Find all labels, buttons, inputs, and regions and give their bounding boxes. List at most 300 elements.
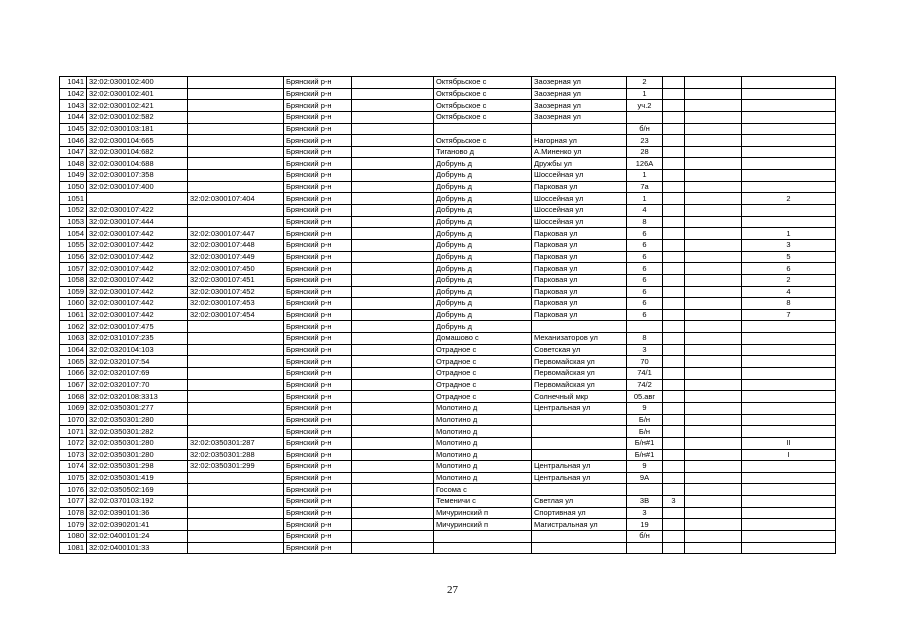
cadastral-number-cell: 32:02:0300107:475 <box>87 321 188 333</box>
house-number-cell: 8 <box>627 333 663 345</box>
cadastral-number-cell: 32:02:0300102:401 <box>87 88 188 100</box>
blank-column-2-cell <box>685 484 742 496</box>
blank-column-2-cell <box>685 379 742 391</box>
street-cell: Парковая ул <box>532 239 627 251</box>
apartment-number-cell <box>742 344 836 356</box>
apartment-number-cell: II <box>742 437 836 449</box>
house-number-cell: 70 <box>627 356 663 368</box>
building-number-cell <box>663 193 685 205</box>
apartment-number-cell <box>742 414 836 426</box>
house-number-cell: 3 <box>627 507 663 519</box>
building-number-cell <box>663 123 685 135</box>
locality-cell: Отрадное с <box>434 391 532 403</box>
sub-cadastral-number-cell <box>188 321 284 333</box>
house-number-cell: 1 <box>627 88 663 100</box>
building-number-cell <box>663 449 685 461</box>
street-cell: Парковая ул <box>532 298 627 310</box>
cadastral-number-cell: 32:02:0350301:280 <box>87 414 188 426</box>
blank-column-cell <box>352 205 434 217</box>
sub-cadastral-number-cell: 32:02:0300107:452 <box>188 286 284 298</box>
house-number-cell: 6 <box>627 251 663 263</box>
district-cell: Брянский р-н <box>284 100 352 112</box>
apartment-number-cell: 4 <box>742 286 836 298</box>
cadastral-number-cell: 32:02:0300107:442 <box>87 251 188 263</box>
apartment-number-cell: 1 <box>742 228 836 240</box>
blank-column-2-cell <box>685 519 742 531</box>
apartment-number-cell <box>742 100 836 112</box>
apartment-number-cell <box>742 496 836 508</box>
blank-column-2-cell <box>685 228 742 240</box>
house-number-cell: уч.2 <box>627 100 663 112</box>
table-row <box>60 239 836 251</box>
street-cell: Шоссейная ул <box>532 193 627 205</box>
blank-column-cell <box>352 228 434 240</box>
blank-column-cell <box>352 170 434 182</box>
row-number-cell: 1058 <box>60 274 87 286</box>
district-cell: Брянский р-н <box>284 449 352 461</box>
table-row <box>60 298 836 310</box>
blank-column-cell <box>352 356 434 368</box>
district-cell: Брянский р-н <box>284 77 352 89</box>
apartment-number-cell <box>742 333 836 345</box>
table-row <box>60 484 836 496</box>
sub-cadastral-number-cell: 32:02:0350301:287 <box>188 437 284 449</box>
row-number-cell: 1081 <box>60 542 87 554</box>
street-cell <box>532 426 627 438</box>
sub-cadastral-number-cell: 32:02:0350301:288 <box>188 449 284 461</box>
blank-column-cell <box>352 496 434 508</box>
cadastral-number-cell: 32:02:0390101:36 <box>87 507 188 519</box>
street-cell: А.Миненко ул <box>532 146 627 158</box>
blank-column-2-cell <box>685 507 742 519</box>
row-number-cell: 1065 <box>60 356 87 368</box>
sub-cadastral-number-cell: 32:02:0300107:453 <box>188 298 284 310</box>
street-cell: Шоссейная ул <box>532 216 627 228</box>
table-row <box>60 146 836 158</box>
blank-column-cell <box>352 193 434 205</box>
cadastral-number-cell: 32:02:0320108:3313 <box>87 391 188 403</box>
apartment-number-cell <box>742 88 836 100</box>
house-number-cell: 6 <box>627 239 663 251</box>
locality-cell: Добрунь д <box>434 158 532 170</box>
table-row <box>60 193 836 205</box>
blank-column-2-cell <box>685 321 742 333</box>
street-cell: Магистральная ул <box>532 519 627 531</box>
table-row <box>60 379 836 391</box>
locality-cell: Теменичи с <box>434 496 532 508</box>
street-cell: Дружбы ул <box>532 158 627 170</box>
apartment-number-cell <box>742 507 836 519</box>
table-row <box>60 356 836 368</box>
row-number-cell: 1060 <box>60 298 87 310</box>
table-row <box>60 274 836 286</box>
street-cell: Советская ул <box>532 344 627 356</box>
building-number-cell <box>663 507 685 519</box>
district-cell: Брянский р-н <box>284 274 352 286</box>
blank-column-2-cell <box>685 216 742 228</box>
table-row <box>60 158 836 170</box>
blank-column-2-cell <box>685 111 742 123</box>
street-cell: Механизаторов ул <box>532 333 627 345</box>
table-row <box>60 228 836 240</box>
apartment-number-cell <box>742 391 836 403</box>
row-number-cell: 1067 <box>60 379 87 391</box>
row-number-cell: 1064 <box>60 344 87 356</box>
sub-cadastral-number-cell <box>188 135 284 147</box>
blank-column-2-cell <box>685 496 742 508</box>
sub-cadastral-number-cell <box>188 158 284 170</box>
blank-column-cell <box>352 402 434 414</box>
district-cell: Брянский р-н <box>284 391 352 403</box>
house-number-cell: Б/н <box>627 426 663 438</box>
district-cell: Брянский р-н <box>284 251 352 263</box>
blank-column-cell <box>352 274 434 286</box>
locality-cell: Добрунь д <box>434 205 532 217</box>
locality-cell: Отрадное с <box>434 356 532 368</box>
blank-column-cell <box>352 484 434 496</box>
sub-cadastral-number-cell <box>188 88 284 100</box>
blank-column-cell <box>352 216 434 228</box>
row-number-cell: 1057 <box>60 263 87 275</box>
apartment-number-cell <box>742 146 836 158</box>
table-row <box>60 100 836 112</box>
building-number-cell <box>663 344 685 356</box>
cadastral-number-cell: 32:02:0350301:419 <box>87 472 188 484</box>
row-number-cell: 1047 <box>60 146 87 158</box>
blank-column-cell <box>352 135 434 147</box>
apartment-number-cell: 2 <box>742 274 836 286</box>
sub-cadastral-number-cell <box>188 333 284 345</box>
apartment-number-cell <box>742 356 836 368</box>
locality-cell <box>434 123 532 135</box>
table-row <box>60 461 836 473</box>
apartment-number-cell <box>742 111 836 123</box>
blank-column-2-cell <box>685 158 742 170</box>
house-number-cell: 7а <box>627 181 663 193</box>
blank-column-2-cell <box>685 530 742 542</box>
district-cell: Брянский р-н <box>284 368 352 380</box>
blank-column-2-cell <box>685 542 742 554</box>
cadastral-number-cell: 32:02:0400101:24 <box>87 530 188 542</box>
house-number-cell: 6 <box>627 286 663 298</box>
blank-column-2-cell <box>685 437 742 449</box>
row-number-cell: 1045 <box>60 123 87 135</box>
district-cell: Брянский р-н <box>284 321 352 333</box>
blank-column-2-cell <box>685 344 742 356</box>
building-number-cell <box>663 298 685 310</box>
building-number-cell <box>663 542 685 554</box>
locality-cell: Добрунь д <box>434 228 532 240</box>
locality-cell <box>434 530 532 542</box>
locality-cell: Молотино д <box>434 402 532 414</box>
blank-column-cell <box>352 333 434 345</box>
blank-column-cell <box>352 88 434 100</box>
locality-cell: Молотино д <box>434 461 532 473</box>
street-cell: Парковая ул <box>532 286 627 298</box>
apartment-number-cell <box>742 368 836 380</box>
table-row <box>60 496 836 508</box>
house-number-cell: 9А <box>627 472 663 484</box>
locality-cell: Добрунь д <box>434 274 532 286</box>
building-number-cell <box>663 519 685 531</box>
sub-cadastral-number-cell <box>188 426 284 438</box>
cadastral-number-cell: 32:02:0400101:33 <box>87 542 188 554</box>
district-cell: Брянский р-н <box>284 379 352 391</box>
locality-cell: Октябрьское с <box>434 135 532 147</box>
row-number-cell: 1043 <box>60 100 87 112</box>
district-cell: Брянский р-н <box>284 426 352 438</box>
district-cell: Брянский р-н <box>284 181 352 193</box>
blank-column-2-cell <box>685 135 742 147</box>
street-cell: Первомайская ул <box>532 379 627 391</box>
row-number-cell: 1078 <box>60 507 87 519</box>
street-cell <box>532 449 627 461</box>
table-body <box>60 77 836 554</box>
locality-cell: Мичуринский п <box>434 519 532 531</box>
street-cell: Шоссейная ул <box>532 170 627 182</box>
street-cell <box>532 484 627 496</box>
apartment-number-cell <box>742 461 836 473</box>
apartment-number-cell <box>742 402 836 414</box>
district-cell: Брянский р-н <box>284 298 352 310</box>
sub-cadastral-number-cell <box>188 123 284 135</box>
district-cell: Брянский р-н <box>284 146 352 158</box>
locality-cell: Мичуринский п <box>434 507 532 519</box>
row-number-cell: 1063 <box>60 333 87 345</box>
house-number-cell: Б/н#1 <box>627 449 663 461</box>
street-cell: Заозерная ул <box>532 111 627 123</box>
house-number-cell: 2 <box>627 77 663 89</box>
locality-cell: Отрадное с <box>434 368 532 380</box>
district-cell: Брянский р-н <box>284 437 352 449</box>
cadastral-number-cell: 32:02:0350301:280 <box>87 437 188 449</box>
district-cell: Брянский р-н <box>284 263 352 275</box>
blank-column-2-cell <box>685 88 742 100</box>
district-cell: Брянский р-н <box>284 286 352 298</box>
sub-cadastral-number-cell <box>188 344 284 356</box>
cadastral-number-cell: 32:02:0300107:442 <box>87 274 188 286</box>
house-number-cell: 4 <box>627 205 663 217</box>
cadastral-number-cell <box>87 193 188 205</box>
row-number-cell: 1050 <box>60 181 87 193</box>
locality-cell: Октябрьское с <box>434 111 532 123</box>
street-cell <box>532 414 627 426</box>
table-row <box>60 333 836 345</box>
house-number-cell: 1 <box>627 170 663 182</box>
apartment-number-cell <box>742 426 836 438</box>
building-number-cell <box>663 216 685 228</box>
house-number-cell: 126А <box>627 158 663 170</box>
cadastral-number-cell: 32:02:0300107:442 <box>87 298 188 310</box>
blank-column-2-cell <box>685 402 742 414</box>
blank-column-2-cell <box>685 333 742 345</box>
locality-cell: Молотино д <box>434 414 532 426</box>
district-cell: Брянский р-н <box>284 402 352 414</box>
sub-cadastral-number-cell: 32:02:0300107:404 <box>188 193 284 205</box>
table-row <box>60 542 836 554</box>
apartment-number-cell <box>742 379 836 391</box>
table-row <box>60 216 836 228</box>
cadastral-number-cell: 32:02:0350301:280 <box>87 449 188 461</box>
blank-column-2-cell <box>685 356 742 368</box>
sub-cadastral-number-cell <box>188 391 284 403</box>
apartment-number-cell: 5 <box>742 251 836 263</box>
blank-column-2-cell <box>685 239 742 251</box>
apartment-number-cell <box>742 530 836 542</box>
street-cell: Парковая ул <box>532 274 627 286</box>
table-row <box>60 181 836 193</box>
apartment-number-cell <box>742 181 836 193</box>
street-cell <box>532 321 627 333</box>
blank-column-cell <box>352 542 434 554</box>
cadastral-number-cell: 32:02:0300104:688 <box>87 158 188 170</box>
street-cell: Центральная ул <box>532 461 627 473</box>
apartment-number-cell <box>742 472 836 484</box>
cadastral-number-cell: 32:02:0320107:54 <box>87 356 188 368</box>
building-number-cell <box>663 239 685 251</box>
sub-cadastral-number-cell <box>188 379 284 391</box>
house-number-cell: б/н <box>627 530 663 542</box>
building-number-cell <box>663 263 685 275</box>
building-number-cell <box>663 170 685 182</box>
table-row <box>60 472 836 484</box>
blank-column-cell <box>352 519 434 531</box>
blank-column-2-cell <box>685 181 742 193</box>
building-number-cell <box>663 146 685 158</box>
sub-cadastral-number-cell <box>188 356 284 368</box>
blank-column-2-cell <box>685 461 742 473</box>
district-cell: Брянский р-н <box>284 461 352 473</box>
blank-column-cell <box>352 286 434 298</box>
apartment-number-cell <box>742 158 836 170</box>
row-number-cell: 1079 <box>60 519 87 531</box>
row-number-cell: 1076 <box>60 484 87 496</box>
building-number-cell <box>663 251 685 263</box>
apartment-number-cell: 7 <box>742 309 836 321</box>
row-number-cell: 1071 <box>60 426 87 438</box>
sub-cadastral-number-cell <box>188 111 284 123</box>
building-number-cell <box>663 111 685 123</box>
house-number-cell: 19 <box>627 519 663 531</box>
street-cell <box>532 437 627 449</box>
locality-cell: Добрунь д <box>434 321 532 333</box>
sub-cadastral-number-cell <box>188 170 284 182</box>
table-row <box>60 426 836 438</box>
district-cell: Брянский р-н <box>284 205 352 217</box>
building-number-cell <box>663 437 685 449</box>
sub-cadastral-number-cell: 32:02:0300107:454 <box>188 309 284 321</box>
row-number-cell: 1054 <box>60 228 87 240</box>
row-number-cell: 1072 <box>60 437 87 449</box>
table-row <box>60 263 836 275</box>
locality-cell: Домашово с <box>434 333 532 345</box>
street-cell: Парковая ул <box>532 181 627 193</box>
row-number-cell: 1069 <box>60 402 87 414</box>
apartment-number-cell <box>742 135 836 147</box>
building-number-cell <box>663 414 685 426</box>
street-cell: Парковая ул <box>532 251 627 263</box>
table-row <box>60 251 836 263</box>
row-number-cell: 1075 <box>60 472 87 484</box>
cadastral-number-cell: 32:02:0350301:282 <box>87 426 188 438</box>
blank-column-cell <box>352 344 434 356</box>
blank-column-cell <box>352 77 434 89</box>
building-number-cell: 3 <box>663 496 685 508</box>
row-number-cell: 1059 <box>60 286 87 298</box>
district-cell: Брянский р-н <box>284 88 352 100</box>
building-number-cell <box>663 368 685 380</box>
locality-cell: Добрунь д <box>434 216 532 228</box>
table-row <box>60 449 836 461</box>
row-number-cell: 1052 <box>60 205 87 217</box>
table-row <box>60 309 836 321</box>
locality-cell: Тиганово д <box>434 146 532 158</box>
district-cell: Брянский р-н <box>284 239 352 251</box>
district-cell: Брянский р-н <box>284 309 352 321</box>
locality-cell: Добрунь д <box>434 239 532 251</box>
house-number-cell: 74/1 <box>627 368 663 380</box>
sub-cadastral-number-cell <box>188 507 284 519</box>
cadastral-number-cell: 32:02:0300102:582 <box>87 111 188 123</box>
street-cell <box>532 542 627 554</box>
blank-column-2-cell <box>685 263 742 275</box>
sub-cadastral-number-cell: 32:02:0300107:448 <box>188 239 284 251</box>
apartment-number-cell <box>742 542 836 554</box>
district-cell: Брянский р-н <box>284 111 352 123</box>
row-number-cell: 1073 <box>60 449 87 461</box>
building-number-cell <box>663 100 685 112</box>
district-cell: Брянский р-н <box>284 519 352 531</box>
table-row <box>60 123 836 135</box>
locality-cell: Госома с <box>434 484 532 496</box>
building-number-cell <box>663 472 685 484</box>
district-cell: Брянский р-н <box>284 530 352 542</box>
sub-cadastral-number-cell: 32:02:0300107:450 <box>188 263 284 275</box>
table-row <box>60 391 836 403</box>
building-number-cell <box>663 274 685 286</box>
sub-cadastral-number-cell <box>188 542 284 554</box>
table-row <box>60 519 836 531</box>
blank-column-cell <box>352 123 434 135</box>
apartment-number-cell: 6 <box>742 263 836 275</box>
cadastral-number-cell: 32:02:0300107:444 <box>87 216 188 228</box>
row-number-cell: 1048 <box>60 158 87 170</box>
blank-column-2-cell <box>685 368 742 380</box>
house-number-cell: 3В <box>627 496 663 508</box>
row-number-cell: 1044 <box>60 111 87 123</box>
blank-column-cell <box>352 146 434 158</box>
blank-column-cell <box>352 472 434 484</box>
blank-column-cell <box>352 263 434 275</box>
apartment-number-cell <box>742 123 836 135</box>
cadastral-number-cell: 32:02:0350502:169 <box>87 484 188 496</box>
table-row <box>60 135 836 147</box>
blank-column-cell <box>352 379 434 391</box>
house-number-cell <box>627 542 663 554</box>
street-cell: Парковая ул <box>532 228 627 240</box>
table-row <box>60 402 836 414</box>
blank-column-2-cell <box>685 391 742 403</box>
blank-column-2-cell <box>685 298 742 310</box>
apartment-number-cell: I <box>742 449 836 461</box>
district-cell: Брянский р-н <box>284 193 352 205</box>
blank-column-cell <box>352 298 434 310</box>
house-number-cell: 6 <box>627 309 663 321</box>
row-number-cell: 1061 <box>60 309 87 321</box>
sub-cadastral-number-cell: 32:02:0300107:447 <box>188 228 284 240</box>
apartment-number-cell: 8 <box>742 298 836 310</box>
apartment-number-cell <box>742 205 836 217</box>
